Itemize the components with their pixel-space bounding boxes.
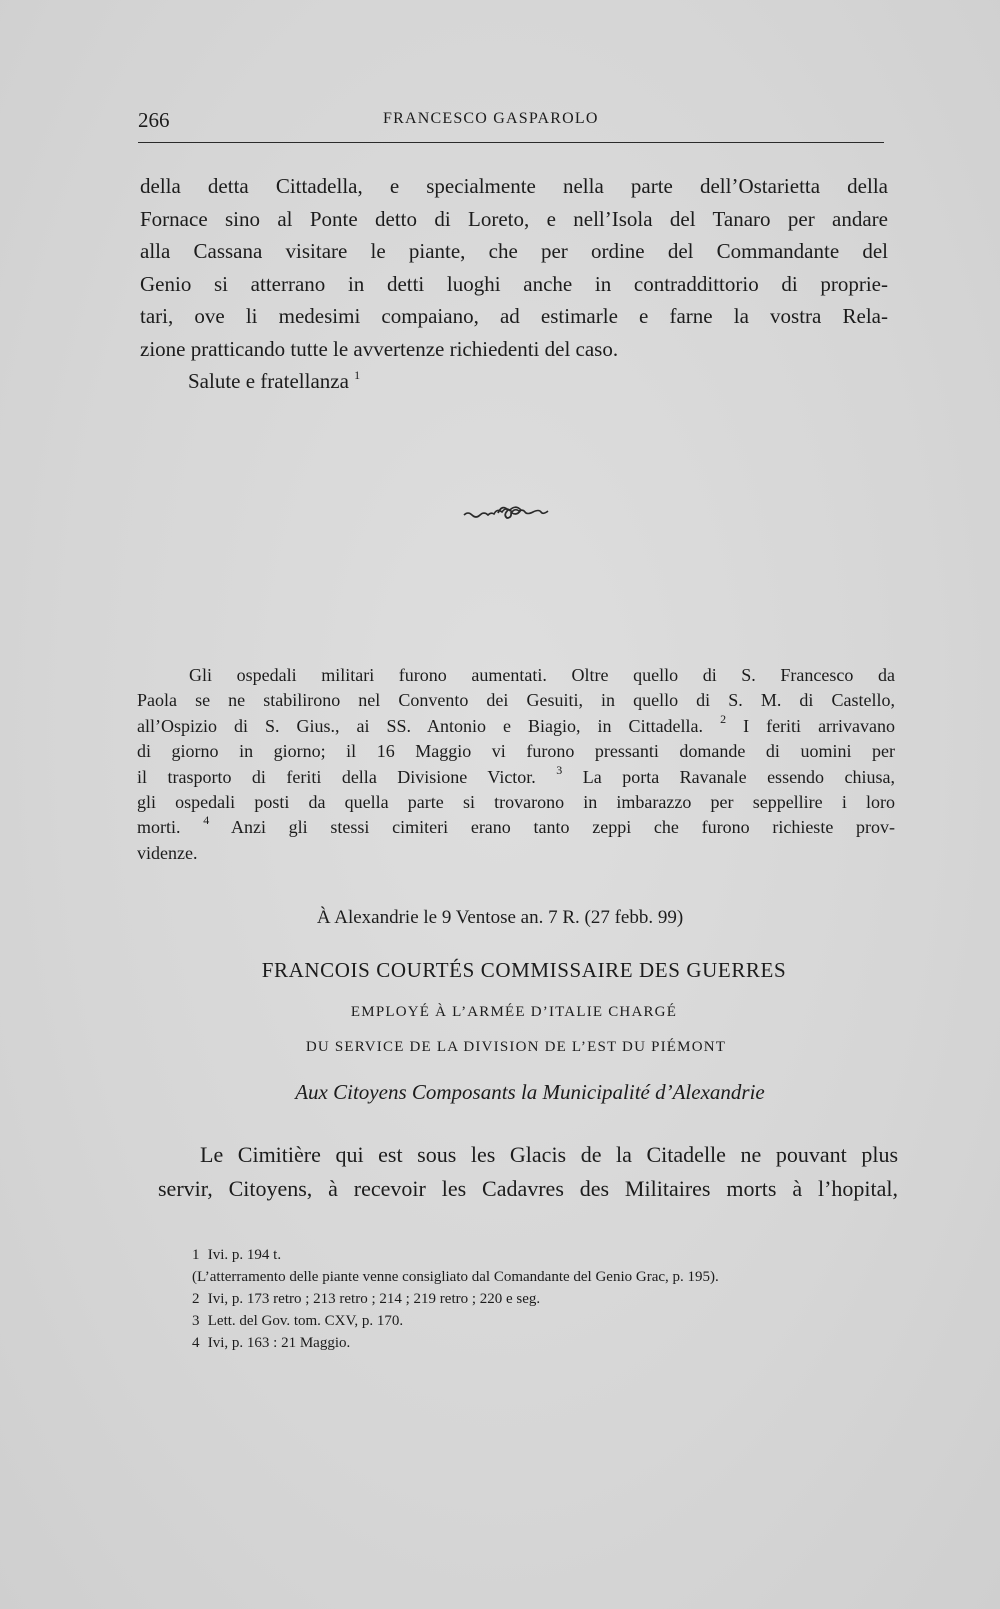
- text-line: tari, ove li medesimi compaiano, ad estimarle e farne la vostra Rela-: [140, 304, 888, 328]
- text-line: Le Cimitière qui est sous les Glacis de la Citadelle ne pouvant plus: [200, 1142, 898, 1167]
- footnote: [192, 1244, 912, 1266]
- ornamental-divider-icon: [462, 502, 552, 524]
- text-line: Gli ospedali militari furono aumentati. Oltre quello di S. Francesco da: [189, 665, 895, 685]
- text-segment: morti.: [137, 817, 181, 838]
- page-number: 266: [138, 108, 170, 132]
- footnote-number: 3: [192, 1313, 200, 1329]
- text-segment: La porta Ravanale essendo chiusa,: [582, 766, 896, 787]
- footnote-ref: 1: [354, 368, 361, 382]
- footnote: [192, 1266, 912, 1288]
- document-subtitle-2: DU SERVICE DE LA DIVISION DE L’EST DU PIÉMONT: [305, 1039, 727, 1055]
- french-body: [158, 1138, 898, 1206]
- text-segment: all’Ospizio di S. Gius., ai SS. Antonio e Biagio, in Cittadella.: [137, 715, 704, 736]
- footnote-number: 4: [192, 1335, 200, 1351]
- text-segment: il trasporto di feriti della Divisione Victor.: [137, 766, 536, 787]
- running-head: FRANCESCO GASPAROLO: [383, 110, 599, 127]
- text-line: gli ospedali posti da quella parte si trovarono in imbarazzo per seppellire i loro: [137, 792, 895, 813]
- footnote-text: Ivi, p. 173 retro ; 213 retro ; 214 ; 219 retro ; 220 e seg.: [207, 1291, 541, 1307]
- closing-text: Salute e fratellanza: [188, 369, 349, 393]
- text-segment: I feriti arrivavano: [743, 715, 896, 736]
- footnote: [192, 1332, 912, 1354]
- footnotes: [192, 1244, 912, 1354]
- text-line: [137, 815, 895, 840]
- page-header: [138, 104, 884, 144]
- text-line: [137, 711, 896, 739]
- footnote: [192, 1288, 912, 1310]
- document-title: FRANCOIS COURTÉS COMMISSAIRE DES GUERRES: [261, 958, 787, 982]
- text-line: videnze.: [137, 842, 198, 863]
- text-line: Genio si atterrano in detti luoghi anche in contraddittorio di proprie-: [140, 271, 888, 296]
- footnote-text: (L’atterramento delle piante venne consigliato dal Comandante del Genio Grac, p. 195).: [192, 1269, 719, 1285]
- footnote-text: Ivi. p. 194 t.: [207, 1247, 282, 1263]
- footnote-ref: 2: [720, 711, 727, 726]
- footnote: [192, 1310, 912, 1332]
- text-line: Fornace sino al Ponte detto di Loreto, e nell’Isola del Tanaro per andare: [140, 206, 888, 231]
- footnote-text: Lett. del Gov. tom. CXV, p. 170.: [207, 1313, 404, 1329]
- footnote-ref: 3: [556, 762, 563, 777]
- footnote-number: 1: [192, 1247, 200, 1263]
- footnote-number: 2: [192, 1291, 200, 1307]
- closing-salutation: [140, 365, 888, 398]
- header-rule: [138, 142, 884, 143]
- dateline: À Alexandrie le 9 Ventose an. 7 R. (27 febb. 99): [316, 907, 684, 928]
- italian-passage-2: [137, 663, 895, 866]
- text-line: alla Cassana visitare le piante, che per ordine del Commandante del: [140, 239, 888, 263]
- text-line: servir, Citoyens, à recevoir les Cadavres des Militaires morts à l’hopital,: [158, 1176, 898, 1201]
- text-segment: Anzi gli stessi cimiteri erano tanto zeppi che furono richieste prov-: [230, 817, 896, 838]
- italian-passage-1: [140, 170, 888, 398]
- footnote-ref: 4: [203, 813, 210, 828]
- text-line: zione pratticando tutte le avvertenze richiedenti del caso.: [140, 336, 619, 361]
- document-subtitle-1: EMPLOYÉ À L’ARMÉE D’ITALIE CHARGÉ: [350, 1004, 678, 1020]
- text-line: della detta Cittadella, e specialmente nella parte dell’Ostarietta della: [140, 174, 888, 198]
- addressee-line: Aux Citoyens Composants la Municipalité d’Alexandrie: [295, 1080, 765, 1104]
- text-line: di giorno in giorno; il 16 Maggio vi furono pressanti domande di uomini per: [137, 741, 895, 762]
- footnote-text: Ivi, p. 163 : 21 Maggio.: [207, 1335, 351, 1351]
- text-line: Paola se ne stabilirono nel Convento dei Gesuiti, in quello di S. M. di Castello,: [137, 690, 895, 711]
- text-line: [137, 762, 896, 790]
